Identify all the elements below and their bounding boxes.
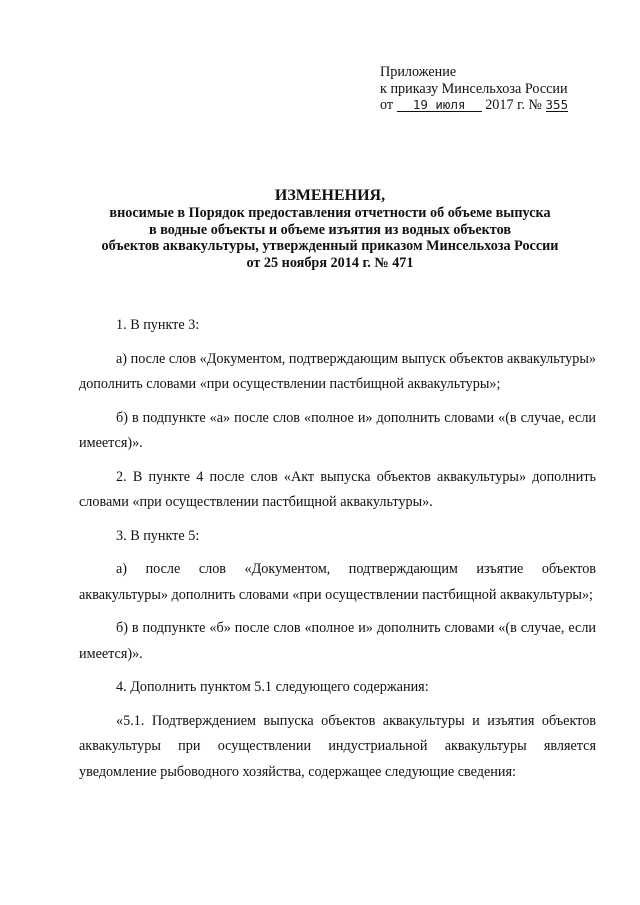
heading-title: ИЗМЕНЕНИЯ, — [274, 187, 386, 204]
paragraph-3: б) в подпункте «а» после слов «полное и» дополнить словами «(в случае, если имеется)». — [79, 409, 596, 451]
document-body — [79, 313, 596, 785]
handwritten-number: 355 — [545, 97, 569, 112]
year-label: 2017 г. № — [485, 97, 542, 113]
appendix-title: Приложение — [380, 64, 457, 80]
appendix-date-line — [380, 97, 630, 114]
heading-line-4: от 25 ноября 2014 г. № 471 — [246, 254, 414, 271]
appendix-order-ref: к приказу Минсельхоза России — [380, 80, 568, 97]
document-heading — [60, 186, 600, 271]
paragraph-5: 3. В пункте 5: — [116, 527, 200, 544]
paragraph-4: 2. В пункте 4 после слов «Акт выпуска объектов аквакультуры» дополнить словами «при осуществлении пастбищной аквакультуры». — [79, 468, 596, 510]
paragraph-6: а) после слов «Документом, подтверждающим изъятие объектов аквакультуры» дополнить словами «при осуществлении пастбищной аквакультуры»; — [79, 561, 596, 603]
paragraph-2: а) после слов «Документом, подтверждающим выпуск объектов аквакультуры» дополнить словами «при осуществлении пастбищной аквакультуры»; — [79, 350, 596, 392]
from-label: от — [380, 97, 394, 113]
paragraph-1: 1. В пункте 3: — [116, 317, 200, 333]
heading-line-2: в водные объекты и объеме изъятия из водных объектов — [149, 221, 511, 238]
heading-line-1: вносимые в Порядок предоставления отчетности об объеме выпуска — [109, 205, 551, 221]
paragraph-8: 4. Дополнить пунктом 5.1 следующего содержания: — [116, 679, 429, 695]
paragraph-9: «5.1. Подтверждением выпуска объектов аквакультуры и изъятия объектов аквакультуры при осуществлении индустриальной аквакультуры является уведомление рыбоводного хозяйства, содержащее следующие сведения: — [79, 712, 596, 780]
paragraph-7: б) в подпункте «б» после слов «полное и» дополнить словами «(в случае, если имеется)». — [79, 620, 596, 662]
appendix-block — [380, 64, 630, 114]
handwritten-date: 19 июля — [397, 98, 482, 112]
heading-line-3: объектов аквакультуры, утвержденный приказом Минсельхоза России — [101, 238, 559, 254]
